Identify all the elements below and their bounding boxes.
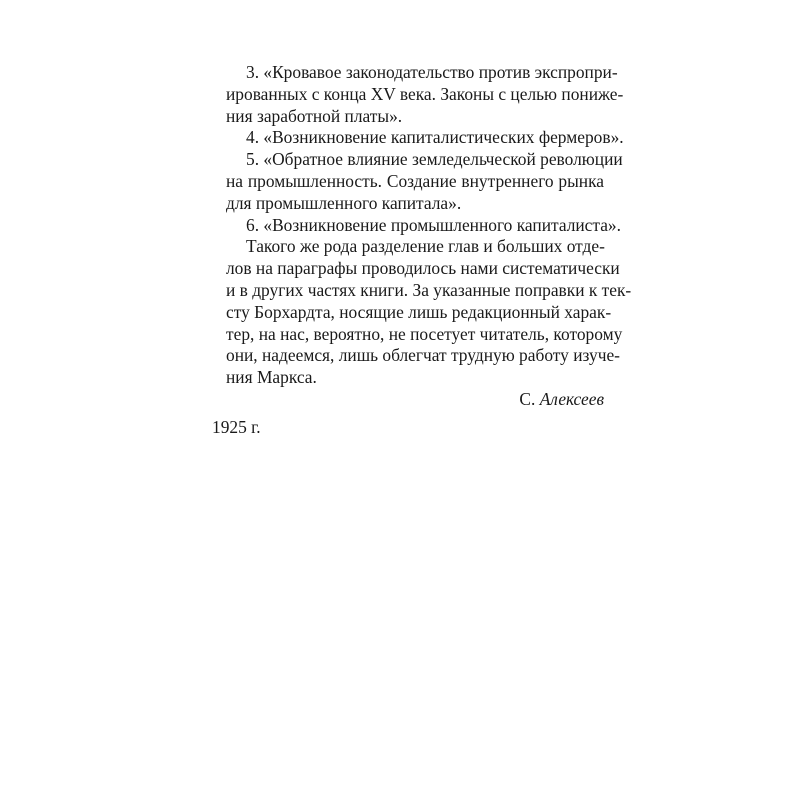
list-item-6: 6. «Возникновение промышленного капиталиста». [246,214,621,235]
paragraph-line-6: они, надеемся, лишь облегчат трудную работу изуче- [226,345,620,366]
paragraph-line-2: лов на параграфы проводилось нами систематически [226,258,620,279]
list-item-3-line-2: ированных с конца XV века. Законы с целью пониже- [226,83,624,104]
body-text [212,62,632,439]
paragraph-line-3: и в других частях книги. За указанные поправки к тек- [226,279,632,300]
date: 1925 г. [212,416,261,437]
signature-name: Алексеев [539,388,604,409]
list-item-3-line-1: 3. «Кровавое законодательство против экспропри- [246,62,618,82]
signature-initial: С. [519,388,536,409]
signature [226,389,604,411]
paragraph-line-4: сту Борхардта, носящие лишь редакционный харак- [226,301,612,322]
list-item-3-line-3: ния заработной платы». [226,105,403,126]
paragraph-line-7: ния Маркса. [226,367,317,388]
paragraph-line-5: тер, на нас, вероятно, не посетует читатель, которому [226,323,623,344]
list-item-4: 4. «Возникновение капиталистических фермеров». [246,127,624,148]
list-item-5-line-1: 5. «Обратное влияние земледельческой революции [246,149,623,170]
list-item-5-line-2: на промышленность. Создание внутреннего рынка [226,170,604,191]
paragraph-line-1: Такого же рода разделение глав и больших отде- [246,236,605,257]
list-item-5-line-3: для промышленного капитала». [226,192,462,213]
